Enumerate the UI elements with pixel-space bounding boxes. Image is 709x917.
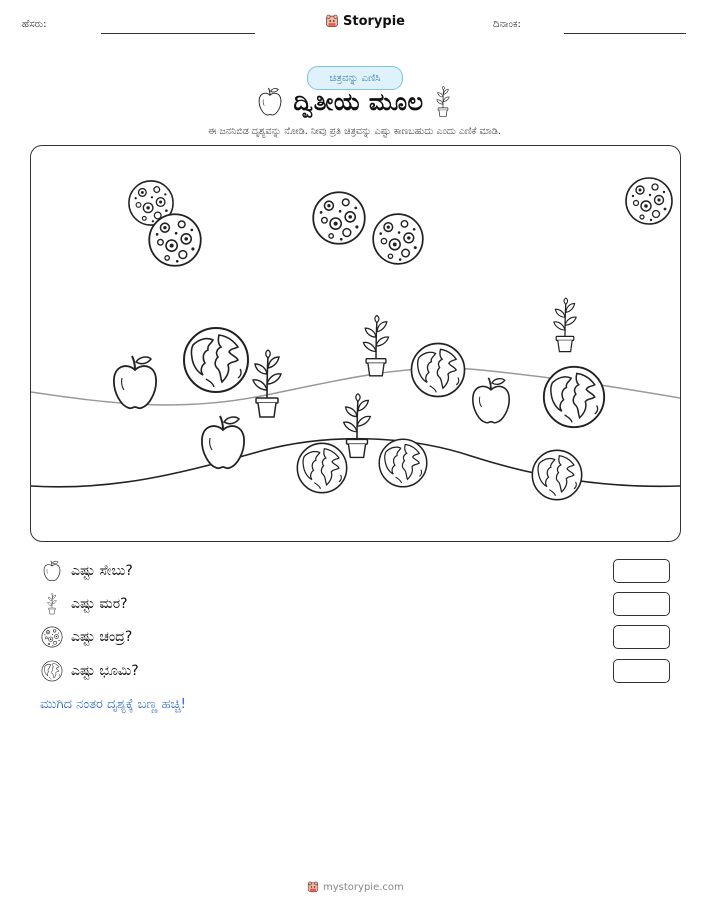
instructions: ಈ ಜನನಿಬಿಡ ದೃಶ್ಯವನ್ನು ನೋಡಿ. ನೀವು ಪ್ರತಿ ಚಿತ್ರವನ್ನು ಎಷ್ಟು ಕಾಣಬಹುದು ಎಂದು ಎಣಿಕೆ ಮಾಡಿ.	[208, 126, 501, 137]
date-label: ದಿನಾಂಕ:	[493, 19, 521, 30]
earth-icon	[532, 450, 581, 499]
plant-icon	[41, 593, 63, 615]
date-field[interactable]	[564, 33, 686, 34]
question-text: ಎಷ್ಟು ಭೂಮಿ?	[71, 663, 139, 679]
name-label: ಹೆಸರು:	[22, 19, 47, 30]
earth-icon	[379, 439, 427, 487]
site-footer	[307, 880, 404, 894]
earth-icon	[184, 328, 248, 392]
earth-icon	[297, 443, 346, 492]
answer-box-plant[interactable]	[613, 592, 670, 616]
worksheet-tag: ಚಿತ್ರವನ್ನು ಎಣಿಸಿ	[307, 66, 403, 90]
apple-icon	[257, 87, 283, 117]
mascot-icon	[307, 880, 319, 894]
answer-box-moon[interactable]	[613, 625, 670, 649]
mascot-icon	[325, 13, 339, 29]
answer-box-apple[interactable]	[613, 559, 670, 583]
title-row	[0, 86, 709, 118]
counting-scene	[30, 145, 681, 542]
plant-icon	[554, 298, 576, 352]
question-apple	[41, 560, 133, 582]
site-url: mystorypie.com	[323, 881, 404, 893]
moon-icon	[313, 192, 365, 244]
plant-icon	[253, 350, 281, 417]
question-earth	[41, 660, 139, 682]
scene-illustration	[31, 146, 680, 541]
brand-logo	[325, 13, 405, 29]
plant-icon	[344, 394, 371, 458]
question-moon	[41, 626, 132, 648]
coloring-note: ಮುಗಿದ ನಂತರ ದೃಶ್ಯಕ್ಕೆ ಬಣ್ಣ ಹಚ್ಚಿ!	[40, 697, 186, 712]
name-field[interactable]	[101, 33, 255, 34]
brand-name: Storypie	[343, 13, 405, 29]
earth-icon	[41, 660, 63, 682]
moon-icon	[373, 214, 423, 264]
plant-icon	[434, 86, 452, 118]
earth-icon	[411, 343, 464, 396]
apple-icon	[114, 356, 156, 408]
moon-icon	[149, 214, 201, 266]
question-text: ಎಷ್ಟು ಸೇಬು?	[71, 563, 133, 579]
question-plant	[41, 593, 128, 615]
apple-icon	[473, 378, 509, 423]
question-text: ಎಷ್ಟು ಮರ?	[71, 596, 128, 612]
apple-icon	[41, 560, 63, 582]
question-text: ಎಷ್ಟು ಚಂದ್ರ?	[71, 629, 133, 645]
moon-icon	[41, 626, 63, 648]
earth-icon	[544, 367, 604, 427]
page-title: ದ್ವಿತೀಯ ಮೂಲ	[293, 88, 424, 116]
moon-icon	[626, 178, 672, 224]
apple-icon	[202, 416, 244, 468]
plant-icon	[363, 316, 388, 376]
answer-box-earth[interactable]	[613, 659, 670, 683]
